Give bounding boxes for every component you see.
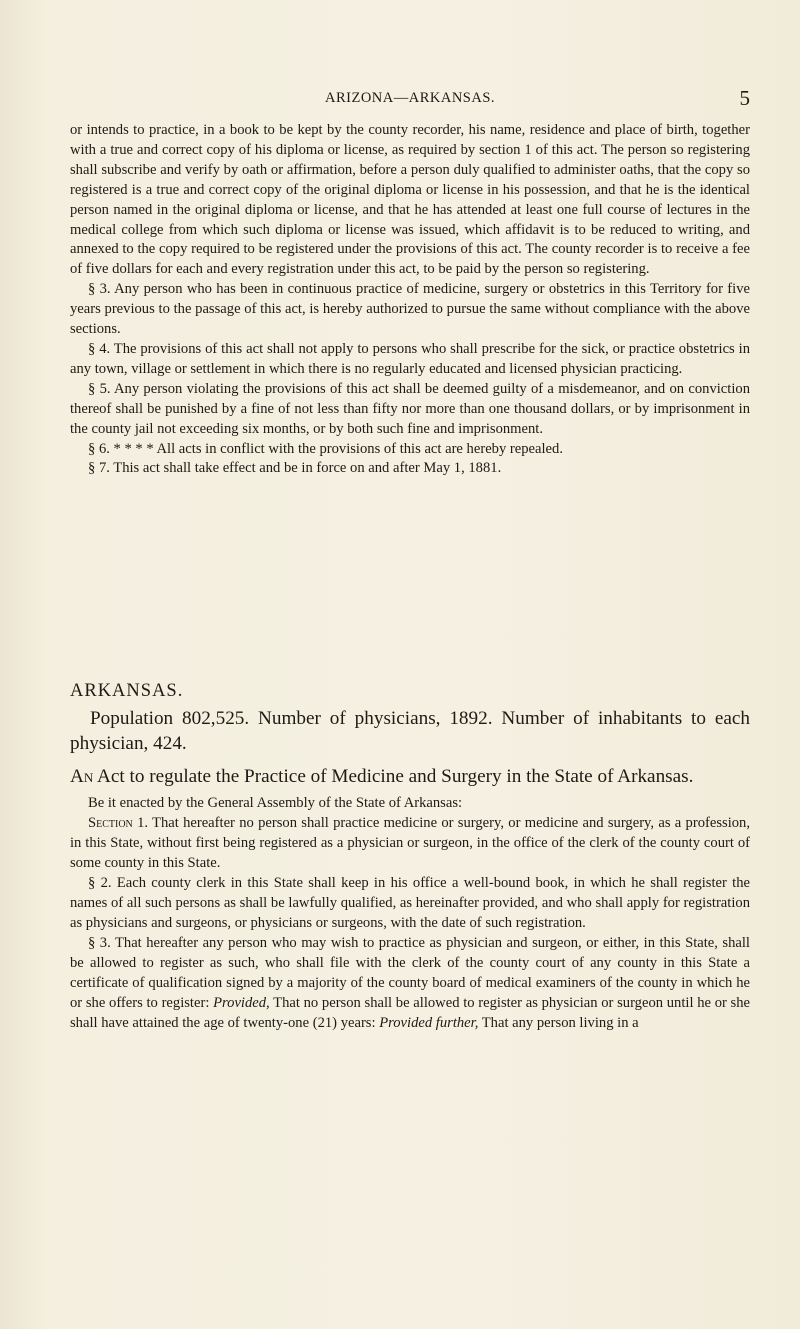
enacting-clause: Be it enacted by the General Assembly of the State of Arkansas: [88, 795, 463, 811]
section-label: Section [88, 815, 133, 831]
arkansas-section [70, 681, 750, 1033]
section-1-text: 1. That hereafter no person shall practice medicine or surgery, or medicine and surgery, as a profession, in this State, without first being registered as a physician or surgeon, in the office of the clerk of the county court of some county in this State. [70, 815, 750, 871]
page-header [70, 86, 750, 112]
population-statistics: Population 802,525. Number of physicians, 1892. Number of inhabitants to each physician, 424. [70, 708, 750, 754]
section-3-text-c: That any person living in a [481, 1015, 639, 1031]
provided-further-term: Provided further, [379, 1015, 479, 1031]
section-3-text-b: That no person shall be allowed to register as physician or surgeon until he or she shall have attained the age of twenty-one (21) years: [70, 995, 751, 1031]
arizona-section-5: § 5. Any person violating the provisions of this act shall be deemed guilty of a misdemeanor, and on conviction thereof shall be punished by a fine of not less than fifty nor more than one thousand dollars, or by imprisonment in the county jail not exceeding six months, or by both such fine and imprisonment. [70, 380, 750, 437]
act-title [70, 764, 750, 789]
arkansas-act-body [70, 793, 750, 1033]
arkansas-section-2: § 2. Each county clerk in this State shall keep in his office a well-bound book, in which he shall register the names of all such persons as shall be lawfully qualified, as hereinafter provided, and who shall apply for registration as physicians and surgeons, or physicians or surgeons, with the date of such registration. [70, 875, 750, 931]
arizona-act-continuation [70, 121, 750, 479]
act-title-prefix: An [70, 766, 94, 787]
arizona-section-3: § 3. Any person who has been in continuous practice of medicine, surgery or obstetrics in this Territory for five years previous to the passage of this act, is hereby authorized to pursue the same without compliance with the above sections. [70, 281, 750, 338]
state-heading: ARKANSAS. [70, 681, 184, 701]
arizona-section-4: § 4. The provisions of this act shall not apply to persons who shall prescribe for the sick, or practice obstetrics in any town, village or settlement in which there is no regularly educated and licensed physician practicing. [70, 340, 750, 377]
arizona-section-7: § 7. This act shall take effect and be in force on and after May 1, 1881. [88, 460, 502, 477]
continued-paragraph: or intends to practice, in a book to be kept by the county recorder, his name, residence and place of birth, together with a true and correct copy of his diploma or license, as required by section 1 of this act. The person so registering shall subscribe and verify by oath or affirmation, before a person duly qualified to administer oaths, that the copy so registered is a true and correct copy of the original diploma or license in his possession, and that he is the identical person named in the original diploma or license, and that he has attended at least one full course of lectures in the medical college from which such diploma or license was issued, which affidavit is to be reduced to writing, and annexed to the copy required to be registered under the provisions of this act. The county recorder is to receive a fee of five dollars for each and every registration under this act, to be paid by the person so registering. [70, 122, 750, 278]
provided-term: Provided, [213, 995, 270, 1011]
section-3-text-a: § 3. That hereafter any person who may wish to practice as physician and surgeon, or either, in this State, shall be allowed to register as such, who shall file with the clerk of the county court of any county in this State a certificate of qualification signed by a majority of the county board of medical examiners of the county in which he or she offers to register: [70, 935, 750, 1011]
running-head: ARIZONA—ARKANSAS. [324, 90, 496, 106]
arkansas-section-1 [70, 813, 750, 873]
page-number: 5 [739, 86, 750, 110]
arkansas-section-3 [70, 933, 750, 1033]
arizona-section-6: § 6. * * * * All acts in conflict with the provisions of this act are hereby repealed. [88, 440, 563, 457]
act-title-text: Act to regulate the Practice of Medicine and Surgery in the State of Arkansas. [97, 766, 694, 787]
